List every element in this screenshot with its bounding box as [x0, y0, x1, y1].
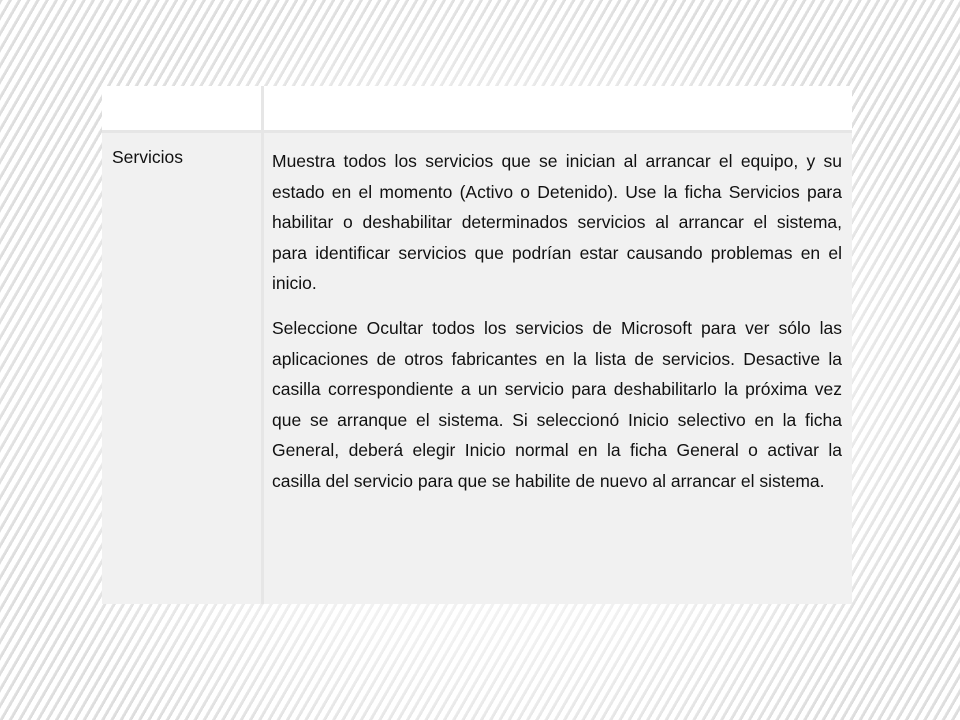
cell-ficha: Servicios: [102, 130, 264, 604]
header-descripcion: Descripción: [264, 86, 852, 130]
cell-descripcion: [264, 130, 852, 604]
paragraph-2-rest: para ver sólo las aplicaciones de otros fabricantes en la lista de servicios. Desactive la casilla correspondiente a un servicio para deshabilitarlo la próxima vez que se arranque el sistema. Si seleccionó Inicio selectivo en la ficha General, deberá elegir Inicio normal en la ficha General o activar la casilla del servicio para que se habilite de nuevo al arrancar el sistema.: [272, 317, 842, 491]
services-table: [102, 86, 852, 604]
paragraph-2-option-name: Ocultar todos los servicios de Microsoft: [366, 317, 692, 338]
description-paragraph-2: [272, 313, 842, 497]
paragraph-2-intro: Seleccione: [272, 317, 367, 338]
header-ficha: Ficha: [102, 86, 264, 130]
description-paragraph-1: Muestra todos los servicios que se inician al arrancar el equipo, y su estado en el momento (Activo o Detenido). Use la ficha Servicios para habilitar o deshabilitar determinados servicios al arrancar el sistema, para identificar servicios que podrían estar causando problemas en el inicio.: [272, 151, 842, 294]
